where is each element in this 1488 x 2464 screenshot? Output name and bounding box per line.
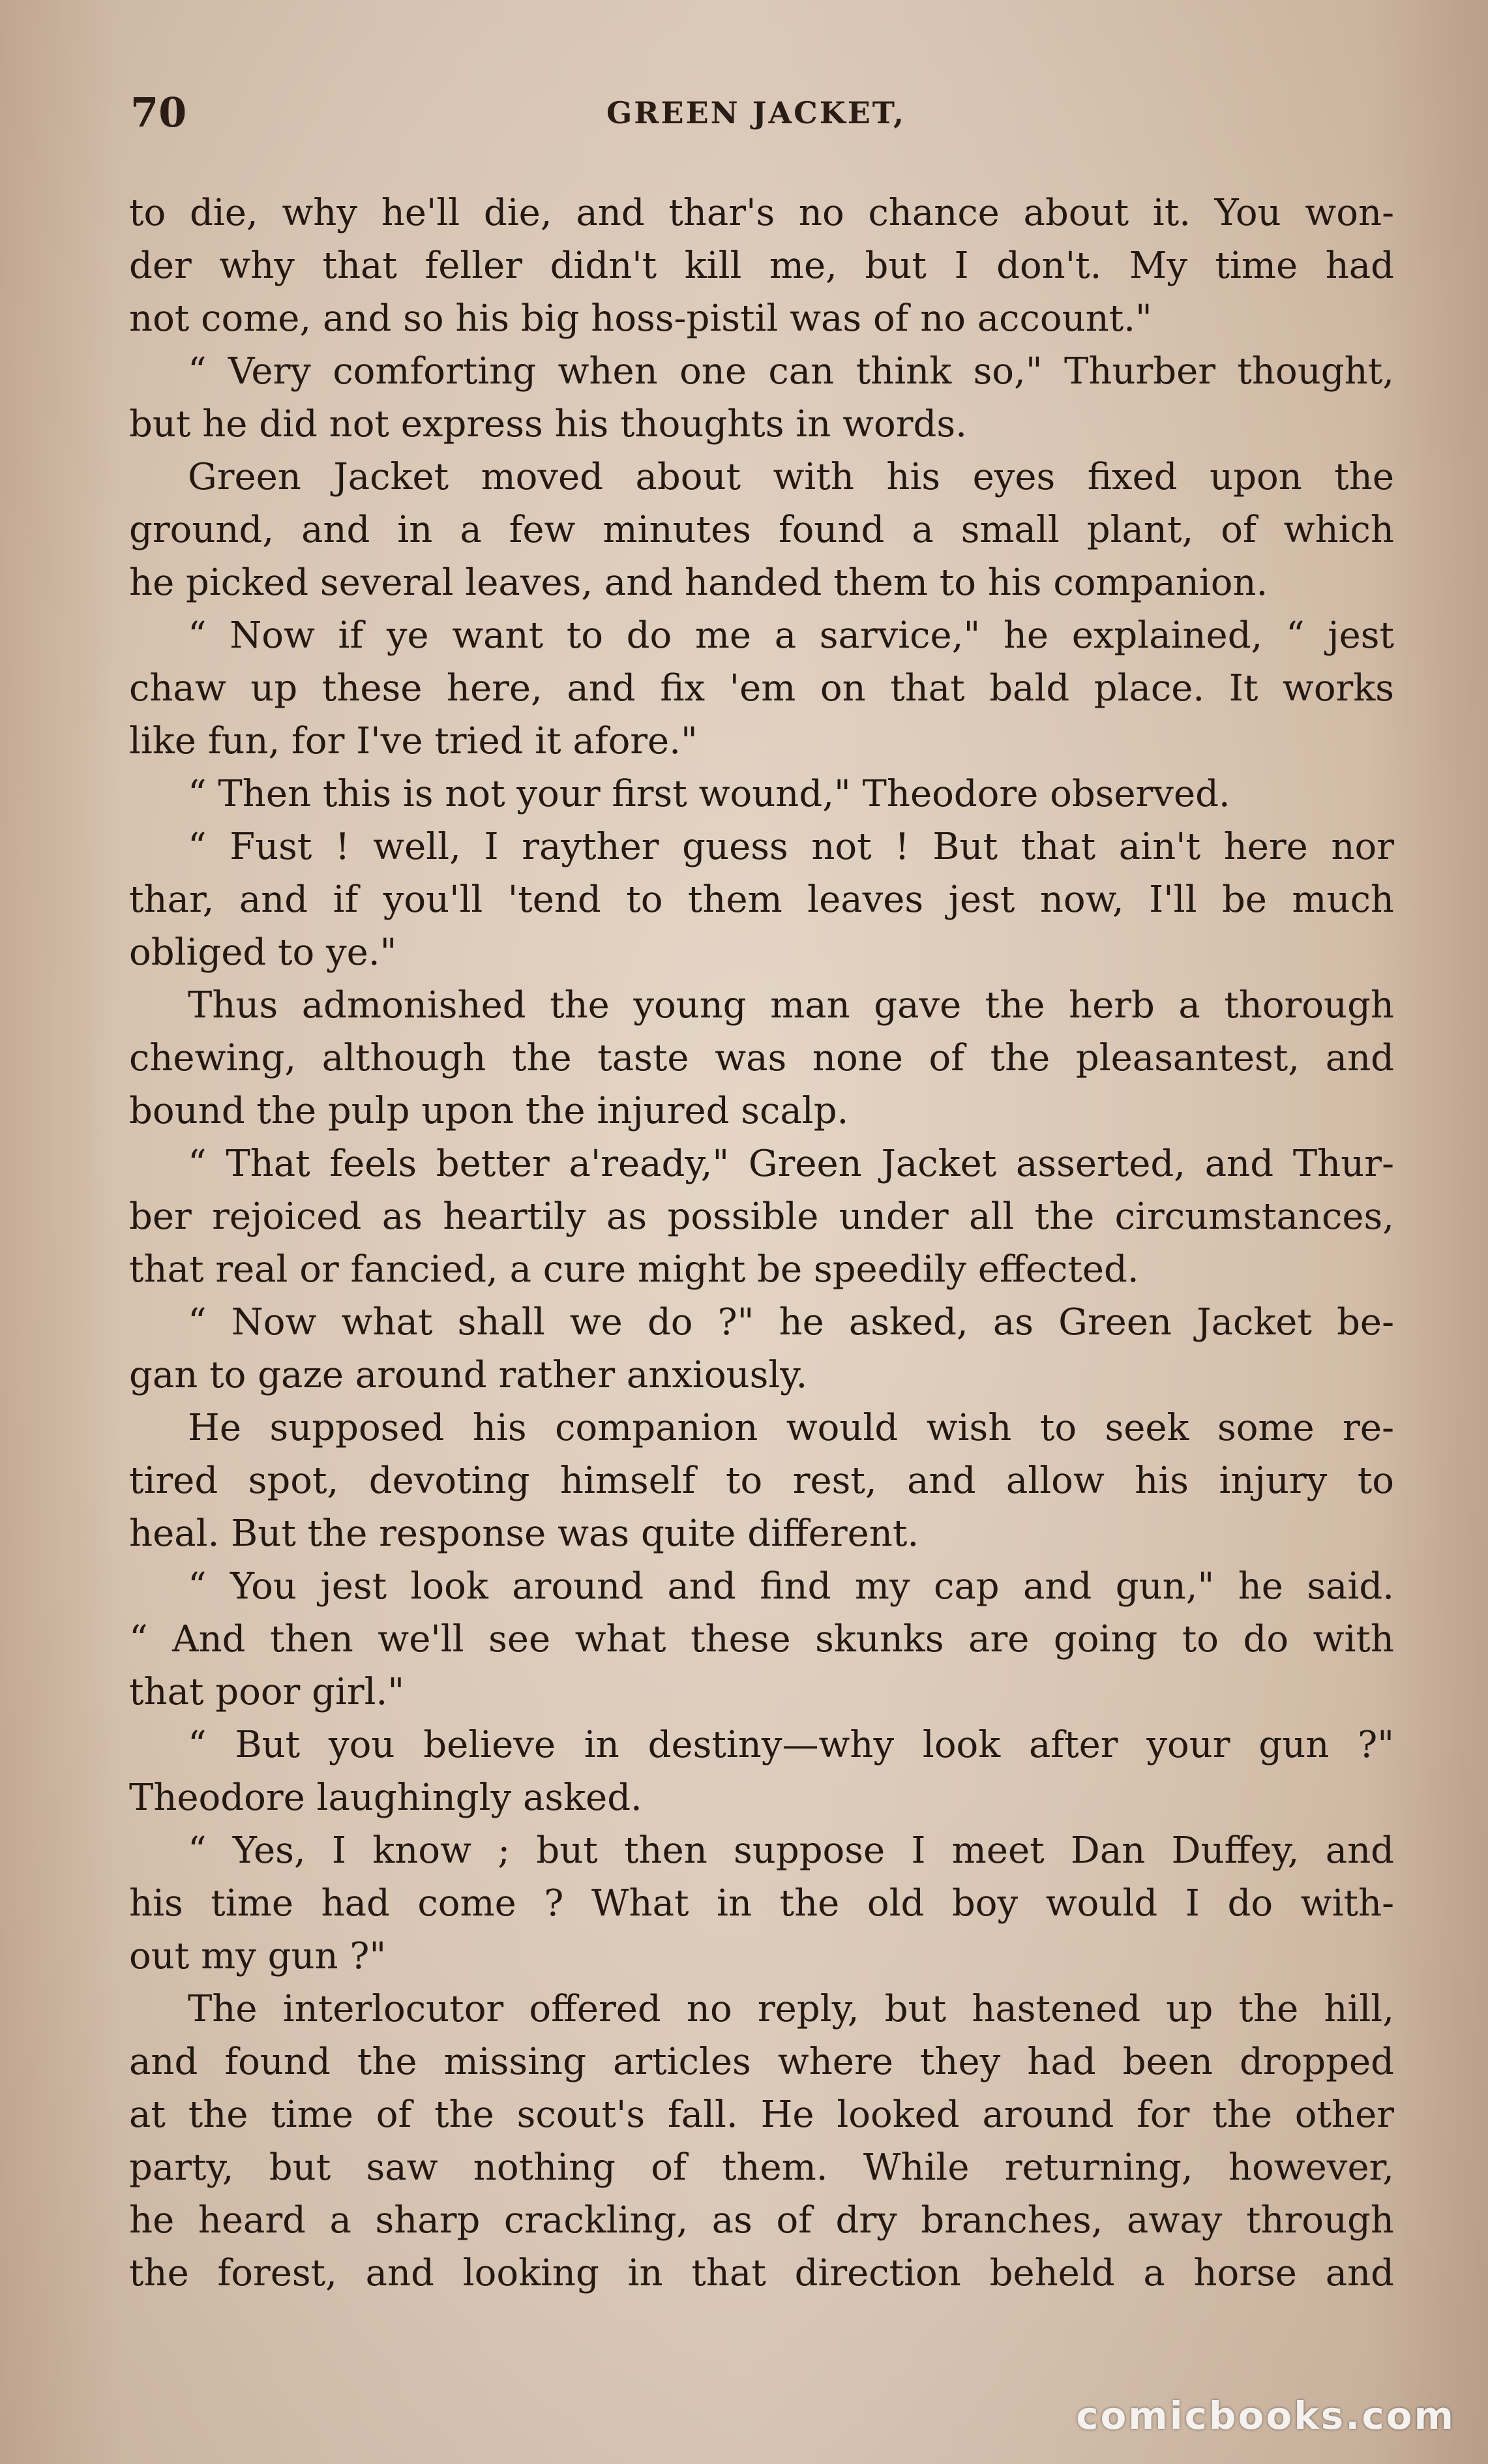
text-line: chewing, although the taste was none of the pleasantest, and xyxy=(129,1037,1394,1079)
text-line: but he did not express his thoughts in words. xyxy=(129,403,967,445)
text-line: ground, and in a few minutes found a small plant, of which xyxy=(129,509,1394,551)
running-title: GREEN JACKET, xyxy=(606,95,906,130)
text-line: “ That feels better a'ready," Green Jacket asserted, and Thur- xyxy=(188,1143,1394,1185)
text-line: ber rejoiced as heartily as possible under all the circumstances, xyxy=(129,1195,1394,1238)
text-line: at the time of the scout's fall. He looked around for the other xyxy=(129,2094,1394,2136)
text-line: tired spot, devoting himself to rest, and allow his injury to xyxy=(129,1460,1394,1502)
text-line: Theodore laughingly asked. xyxy=(129,1777,642,1819)
text-line: thar, and if you'll 'tend to them leaves jest now, I'll be much xyxy=(129,879,1394,921)
text-line: The interlocutor offered no reply, but hastened up the hill, xyxy=(188,1988,1394,2030)
text-line: gan to gaze around rather anxiously. xyxy=(129,1354,808,1396)
body-text xyxy=(129,187,1394,2300)
text-line: “ Very comforting when one can think so," Thurber thought, xyxy=(188,350,1394,393)
text-line: bound the pulp upon the injured scalp. xyxy=(129,1090,849,1132)
text-line: Green Jacket moved about with his eyes fixed upon the xyxy=(188,456,1394,498)
text-line: he heard a sharp crackling, as of dry branches, away through xyxy=(129,2199,1394,2242)
text-line: He supposed his companion would wish to seek some re- xyxy=(188,1407,1394,1449)
page-number: 70 xyxy=(130,89,187,136)
text-line: the forest, and looking in that direction beheld a horse and xyxy=(129,2252,1394,2294)
running-head xyxy=(130,89,1402,141)
text-line: “ Fust ! well, I rayther guess not ! But that ain't here nor xyxy=(188,826,1394,868)
text-line: his time had come ? What in the old boy would I do with- xyxy=(129,1882,1394,1925)
text-line: he picked several leaves, and handed them to his companion. xyxy=(129,562,1268,604)
text-line: party, but saw nothing of them. While returning, however, xyxy=(129,2146,1394,2189)
text-line: and found the missing articles where they had been dropped xyxy=(129,2041,1394,2083)
text-line: that real or fancied, a cure might be speedily effected. xyxy=(129,1248,1139,1291)
text-line: Thus admonished the young man gave the herb a thorough xyxy=(188,984,1394,1027)
watermark: comicbooks.com xyxy=(1076,2394,1455,2438)
text-line: to die, why he'll die, and thar's no chance about it. You won- xyxy=(129,192,1394,234)
text-line: “ Now what shall we do ?" he asked, as Green Jacket be- xyxy=(188,1301,1394,1344)
text-line: “ Yes, I know ; but then suppose I meet Dan Duffey, and xyxy=(188,1829,1394,1872)
text-line: obliged to ye." xyxy=(129,931,397,974)
text-line: “ Now if ye want to do me a sarvice," he explained, “ jest xyxy=(188,614,1394,657)
text-line: der why that feller didn't kill me, but I don't. My time had xyxy=(129,245,1394,287)
text-line: like fun, for I've tried it afore." xyxy=(129,720,698,762)
text-line: that poor girl." xyxy=(129,1671,405,1713)
text-line: out my gun ?" xyxy=(129,1935,387,1977)
text-line: chaw up these here, and fix 'em on that bald place. It works xyxy=(129,667,1394,710)
text-line: “ And then we'll see what these skunks are going to do with xyxy=(129,1618,1394,1660)
text-line: “ But you believe in destiny—why look after your gun ?" xyxy=(188,1724,1394,1766)
text-line: “ You jest look around and find my cap and gun," he said. xyxy=(188,1565,1394,1608)
text-line: “ Then this is not your first wound," Theodore observed. xyxy=(188,773,1230,815)
text-line: not come, and so his big hoss-pistil was of no account." xyxy=(129,297,1152,340)
text-line: heal. But the response was quite different. xyxy=(129,1512,919,1555)
